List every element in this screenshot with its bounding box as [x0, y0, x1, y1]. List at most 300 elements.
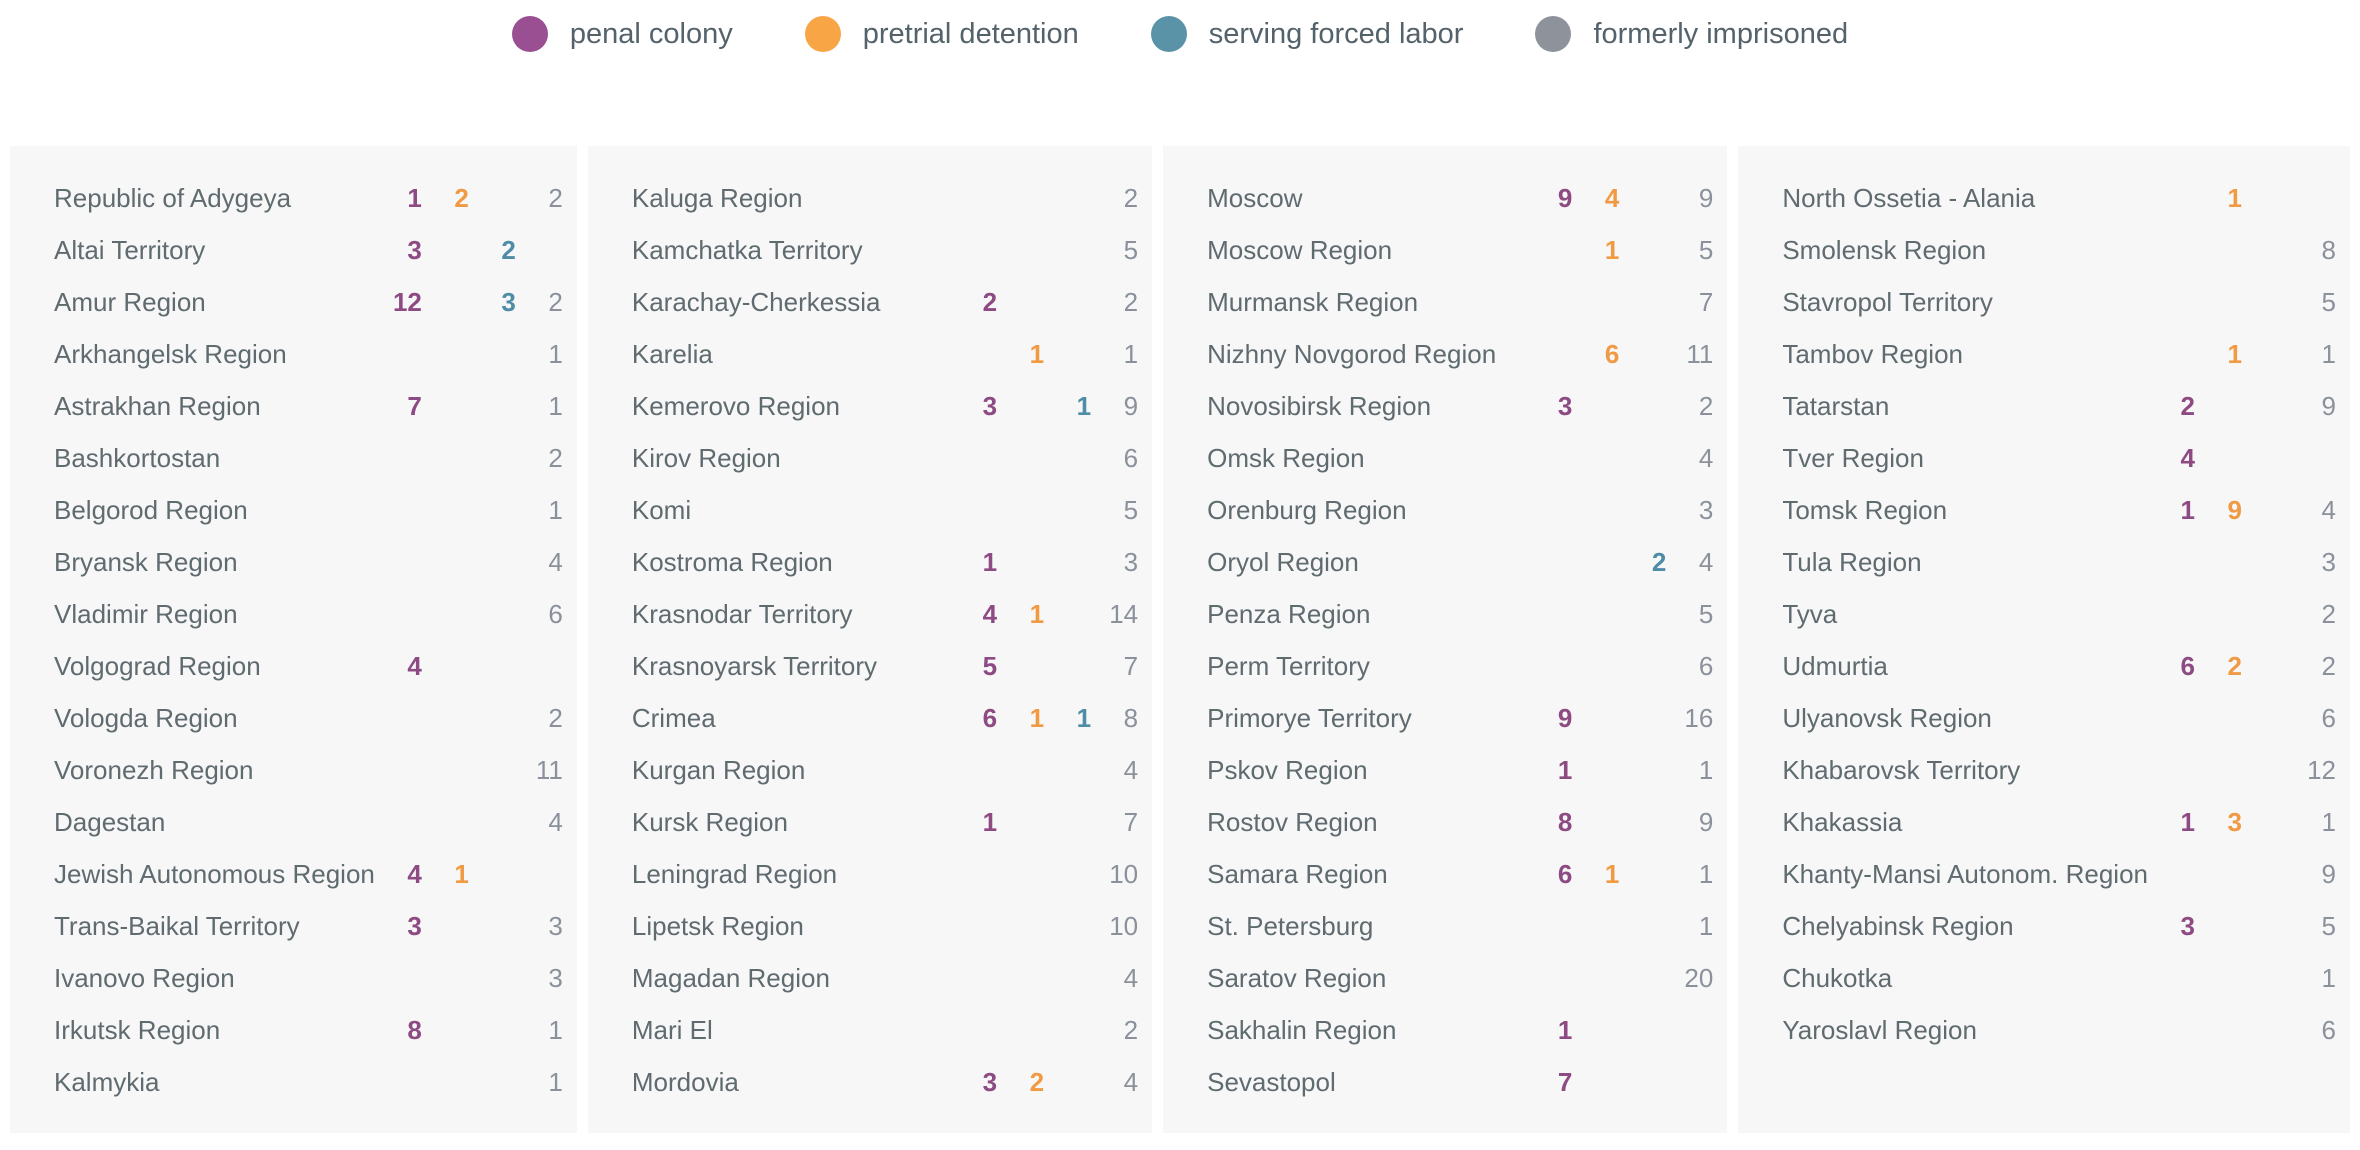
count-penal-colony	[1525, 495, 1572, 526]
region-name: Moscow	[1207, 182, 1303, 213]
count-pretrial-detention	[1572, 703, 1619, 734]
region-name: Sakhalin Region	[1207, 1014, 1397, 1045]
region-counts	[375, 547, 563, 578]
count-pretrial-detention: 9	[2227, 494, 2242, 525]
region-counts	[375, 755, 563, 786]
count-pretrial-detention	[1572, 1015, 1619, 1046]
region-name: Krasnoyarsk Territory	[631, 650, 878, 681]
count-pretrial-detention	[422, 703, 469, 734]
region-name: Voronezh Region	[54, 754, 254, 785]
region-row	[588, 900, 1152, 952]
count-serving-forced-labor	[1619, 287, 1666, 318]
count-penal-colony: 8	[1557, 806, 1573, 837]
count-pretrial-detention	[422, 911, 469, 942]
count-serving-forced-labor	[1619, 599, 1666, 630]
region-row	[588, 588, 1152, 640]
count-penal-colony	[375, 339, 422, 370]
count-formerly-imprisoned: 8	[1123, 702, 1139, 733]
count-formerly-imprisoned: 4	[1123, 962, 1139, 993]
region-counts	[2148, 339, 2336, 370]
region-row	[1738, 172, 2350, 224]
legend-label: serving forced labor	[1208, 17, 1464, 50]
count-pretrial-detention	[1572, 547, 1619, 578]
region-row	[1738, 796, 2350, 848]
count-pretrial-detention	[2195, 287, 2242, 318]
count-formerly-imprisoned: 1	[1698, 858, 1714, 889]
region-name: Ulyanovsk Region	[1782, 702, 1992, 733]
region-row	[588, 1004, 1152, 1056]
region-row	[1163, 900, 1727, 952]
count-pretrial-detention: 1	[1029, 598, 1045, 629]
region-counts	[2148, 703, 2336, 734]
count-formerly-imprisoned: 4	[2321, 494, 2336, 525]
region-counts	[375, 1015, 563, 1046]
count-serving-forced-labor	[469, 807, 516, 838]
count-pretrial-detention	[422, 495, 469, 526]
count-penal-colony: 3	[407, 234, 422, 265]
region-name: Kalmykia	[54, 1066, 160, 1097]
region-name: Krasnodar Territory	[631, 598, 853, 629]
count-penal-colony	[950, 911, 997, 942]
count-penal-colony: 4	[407, 858, 422, 889]
count-penal-colony	[1525, 963, 1572, 994]
count-pretrial-detention	[997, 391, 1044, 422]
region-counts	[950, 339, 1138, 370]
count-formerly-imprisoned: 1	[548, 494, 563, 525]
count-serving-forced-labor	[1619, 911, 1666, 942]
count-serving-forced-labor: 2	[1651, 546, 1667, 577]
region-counts	[375, 287, 563, 318]
region-counts	[375, 1067, 563, 1098]
count-pretrial-detention	[2195, 599, 2242, 630]
region-counts	[950, 807, 1138, 838]
region-name: Vladimir Region	[54, 598, 238, 629]
region-counts	[375, 235, 563, 266]
region-row	[10, 640, 577, 692]
region-row	[588, 796, 1152, 848]
count-formerly-imprisoned: 9	[1123, 390, 1139, 421]
region-counts	[950, 1067, 1138, 1098]
count-serving-forced-labor	[469, 443, 516, 474]
count-formerly-imprisoned: 1	[548, 1014, 563, 1045]
region-name: North Ossetia - Alania	[1782, 182, 2036, 213]
region-row	[10, 224, 577, 276]
count-serving-forced-labor	[1044, 287, 1091, 318]
count-formerly-imprisoned	[2289, 183, 2336, 214]
legend-item-penal-colony[interactable]	[512, 16, 733, 52]
region-row	[10, 536, 577, 588]
count-serving-forced-labor	[1044, 495, 1091, 526]
count-pretrial-detention	[2195, 1015, 2242, 1046]
count-penal-colony: 1	[2180, 806, 2195, 837]
count-formerly-imprisoned: 3	[548, 910, 563, 941]
count-serving-forced-labor	[2242, 495, 2289, 526]
count-serving-forced-labor	[1044, 859, 1091, 890]
region-name: Tula Region	[1782, 546, 1922, 577]
count-pretrial-detention: 2	[2227, 650, 2242, 681]
count-pretrial-detention	[997, 235, 1044, 266]
count-formerly-imprisoned: 2	[548, 182, 563, 213]
count-serving-forced-labor	[2242, 599, 2289, 630]
region-row	[1738, 588, 2350, 640]
count-penal-colony	[950, 339, 997, 370]
count-pretrial-detention	[997, 963, 1044, 994]
count-serving-forced-labor	[2242, 339, 2289, 370]
region-counts	[2148, 443, 2336, 474]
count-penal-colony: 12	[392, 286, 422, 317]
region-row	[588, 692, 1152, 744]
count-formerly-imprisoned	[516, 859, 563, 890]
count-pretrial-detention	[1572, 443, 1619, 474]
count-penal-colony	[1525, 911, 1572, 942]
count-formerly-imprisoned: 4	[1698, 546, 1714, 577]
count-pretrial-detention: 2	[454, 182, 469, 213]
count-formerly-imprisoned: 2	[1698, 390, 1714, 421]
count-penal-colony	[1525, 339, 1572, 370]
region-name: Dagestan	[54, 806, 166, 837]
count-formerly-imprisoned: 1	[1698, 910, 1714, 941]
count-penal-colony	[950, 859, 997, 890]
count-serving-forced-labor	[1619, 1015, 1666, 1046]
count-serving-forced-labor	[1044, 599, 1091, 630]
count-serving-forced-labor	[1619, 391, 1666, 422]
count-formerly-imprisoned: 1	[2321, 338, 2336, 369]
region-counts	[950, 391, 1138, 422]
region-counts	[375, 183, 563, 214]
count-formerly-imprisoned: 1	[1698, 754, 1714, 785]
region-name: Astrakhan Region	[54, 390, 261, 421]
count-serving-forced-labor	[1044, 963, 1091, 994]
region-counts	[950, 547, 1138, 578]
count-pretrial-detention	[1572, 391, 1619, 422]
region-name: Penza Region	[1207, 598, 1371, 629]
count-penal-colony: 7	[407, 390, 422, 421]
region-name: Karelia	[631, 338, 713, 369]
region-counts	[1525, 651, 1713, 682]
region-counts	[950, 911, 1138, 942]
count-pretrial-detention: 4	[1604, 182, 1620, 213]
region-name: Amur Region	[54, 286, 206, 317]
region-row	[1738, 224, 2350, 276]
region-row	[1163, 432, 1727, 484]
count-penal-colony: 4	[407, 650, 422, 681]
count-penal-colony: 5	[982, 650, 998, 681]
count-formerly-imprisoned: 16	[1684, 702, 1714, 733]
count-pretrial-detention	[997, 287, 1044, 318]
count-pretrial-detention	[2195, 755, 2242, 786]
region-row	[1163, 380, 1727, 432]
count-pretrial-detention	[2195, 703, 2242, 734]
count-pretrial-detention: 1	[1604, 234, 1620, 265]
count-penal-colony	[375, 703, 422, 734]
region-row	[10, 1056, 577, 1108]
count-formerly-imprisoned: 11	[535, 754, 563, 785]
count-pretrial-detention	[422, 339, 469, 370]
region-name: Oryol Region	[1207, 546, 1359, 577]
region-row	[1163, 640, 1727, 692]
count-penal-colony: 6	[1557, 858, 1573, 889]
region-row	[1163, 536, 1727, 588]
region-counts	[1525, 443, 1713, 474]
count-pretrial-detention	[997, 183, 1044, 214]
serving-forced-labor-dot-icon	[1151, 16, 1187, 52]
region-row	[10, 952, 577, 1004]
region-row	[588, 640, 1152, 692]
count-penal-colony	[2148, 703, 2195, 734]
count-formerly-imprisoned: 7	[1123, 806, 1139, 837]
region-name: Kostroma Region	[631, 546, 833, 577]
region-name: Mari El	[631, 1014, 713, 1045]
count-serving-forced-labor	[469, 599, 516, 630]
region-counts	[950, 599, 1138, 630]
region-name: Ivanovo Region	[54, 962, 235, 993]
count-serving-forced-labor	[1044, 1015, 1091, 1046]
region-counts	[1525, 963, 1713, 994]
count-formerly-imprisoned: 6	[2321, 1014, 2336, 1045]
region-name: Rostov Region	[1207, 806, 1378, 837]
region-row	[10, 900, 577, 952]
region-counts	[2148, 495, 2336, 526]
count-pretrial-detention	[422, 599, 469, 630]
count-serving-forced-labor	[469, 547, 516, 578]
count-pretrial-detention: 6	[1604, 338, 1620, 369]
legend-item-formerly-imprisoned[interactable]	[1535, 16, 1848, 52]
count-penal-colony: 3	[1557, 390, 1573, 421]
region-name: Tambov Region	[1782, 338, 1963, 369]
region-name: Primorye Territory	[1207, 702, 1412, 733]
count-formerly-imprisoned: 9	[1698, 182, 1714, 213]
region-name: Mordovia	[631, 1066, 739, 1097]
count-serving-forced-labor	[1619, 235, 1666, 266]
count-formerly-imprisoned: 10	[1109, 858, 1139, 889]
region-name: Lipetsk Region	[631, 910, 804, 941]
region-row	[1738, 484, 2350, 536]
count-formerly-imprisoned: 1	[548, 390, 563, 421]
count-pretrial-detention	[1572, 963, 1619, 994]
count-penal-colony	[375, 599, 422, 630]
region-counts	[1525, 859, 1713, 890]
region-name: Pskov Region	[1207, 754, 1368, 785]
count-formerly-imprisoned: 3	[1698, 494, 1714, 525]
region-column-1	[10, 146, 577, 1133]
count-pretrial-detention	[2195, 391, 2242, 422]
count-pretrial-detention	[2195, 963, 2242, 994]
count-serving-forced-labor	[2242, 547, 2289, 578]
region-row	[1738, 536, 2350, 588]
region-counts	[2148, 599, 2336, 630]
count-pretrial-detention	[422, 235, 469, 266]
count-pretrial-detention	[422, 287, 469, 318]
region-row	[1738, 432, 2350, 484]
region-name: Smolensk Region	[1782, 234, 1987, 265]
region-name: Khanty-Mansi Autonom. Region	[1782, 858, 2148, 889]
legend-item-serving-forced-labor[interactable]	[1151, 16, 1464, 52]
region-row	[10, 744, 577, 796]
count-formerly-imprisoned: 4	[1123, 1066, 1139, 1097]
count-penal-colony	[1525, 287, 1572, 318]
count-penal-colony: 7	[1557, 1066, 1573, 1097]
count-formerly-imprisoned: 3	[1123, 546, 1139, 577]
region-row	[588, 172, 1152, 224]
count-serving-forced-labor	[2242, 755, 2289, 786]
region-name: Kaluga Region	[631, 182, 803, 213]
region-counts	[375, 859, 563, 890]
region-row	[588, 432, 1152, 484]
count-serving-forced-labor	[1619, 183, 1666, 214]
count-pretrial-detention	[997, 859, 1044, 890]
count-serving-forced-labor	[1044, 911, 1091, 942]
count-penal-colony	[375, 547, 422, 578]
count-formerly-imprisoned: 4	[1123, 754, 1139, 785]
count-penal-colony	[950, 183, 997, 214]
count-penal-colony	[2148, 339, 2195, 370]
region-row	[10, 328, 577, 380]
region-counts	[1525, 599, 1713, 630]
region-name: Perm Territory	[1207, 650, 1370, 681]
region-name: Irkutsk Region	[54, 1014, 221, 1045]
legend-label: formerly imprisoned	[1593, 17, 1849, 50]
count-formerly-imprisoned: 4	[548, 546, 563, 577]
count-penal-colony: 1	[1557, 1014, 1573, 1045]
count-penal-colony: 1	[982, 806, 998, 837]
region-row	[10, 484, 577, 536]
count-pretrial-detention	[422, 755, 469, 786]
region-counts	[2148, 963, 2336, 994]
count-pretrial-detention	[2195, 235, 2242, 266]
region-counts	[1525, 1067, 1713, 1098]
count-formerly-imprisoned: 14	[1109, 598, 1139, 629]
count-serving-forced-labor: 2	[501, 234, 516, 265]
region-counts	[950, 183, 1138, 214]
count-penal-colony: 3	[982, 1066, 998, 1097]
count-formerly-imprisoned: 9	[2321, 390, 2336, 421]
count-formerly-imprisoned: 2	[548, 442, 563, 473]
region-name: Tyva	[1782, 598, 1838, 629]
region-counts	[2148, 547, 2336, 578]
count-pretrial-detention	[1572, 599, 1619, 630]
count-serving-forced-labor	[469, 755, 516, 786]
region-name: Nizhny Novgorod Region	[1207, 338, 1497, 369]
count-serving-forced-labor	[2242, 651, 2289, 682]
count-pretrial-detention: 1	[1029, 702, 1045, 733]
count-pretrial-detention	[997, 495, 1044, 526]
region-row	[588, 1056, 1152, 1108]
region-name: Tver Region	[1782, 442, 1924, 473]
region-name: Volgograd Region	[54, 650, 261, 681]
region-name: Khakassia	[1782, 806, 1903, 837]
region-row	[1163, 484, 1727, 536]
region-row	[588, 484, 1152, 536]
count-formerly-imprisoned: 7	[1698, 286, 1714, 317]
formerly-imprisoned-dot-icon	[1535, 16, 1571, 52]
count-serving-forced-labor: 1	[1076, 390, 1092, 421]
region-counts	[2148, 287, 2336, 318]
region-counts	[950, 859, 1138, 890]
count-pretrial-detention	[997, 547, 1044, 578]
region-row	[1163, 848, 1727, 900]
count-formerly-imprisoned: 1	[1123, 338, 1139, 369]
count-pretrial-detention	[422, 807, 469, 838]
region-name: Saratov Region	[1207, 962, 1387, 993]
region-counts	[1525, 807, 1713, 838]
region-name: Kurgan Region	[631, 754, 806, 785]
count-penal-colony	[375, 495, 422, 526]
count-pretrial-detention	[2195, 911, 2242, 942]
count-penal-colony: 4	[982, 598, 998, 629]
region-row	[588, 224, 1152, 276]
count-serving-forced-labor	[1619, 963, 1666, 994]
legend-item-pretrial-detention[interactable]	[805, 16, 1079, 52]
count-penal-colony: 2	[982, 286, 998, 317]
region-counts	[950, 495, 1138, 526]
region-row	[10, 380, 577, 432]
region-row	[1163, 328, 1727, 380]
count-penal-colony	[1525, 443, 1572, 474]
count-pretrial-detention	[1572, 495, 1619, 526]
region-name: Jewish Autonomous Region	[54, 858, 375, 889]
count-penal-colony	[2148, 599, 2195, 630]
count-serving-forced-labor	[2242, 183, 2289, 214]
count-serving-forced-labor	[2242, 703, 2289, 734]
count-serving-forced-labor	[2242, 443, 2289, 474]
count-serving-forced-labor	[1044, 339, 1091, 370]
region-counts	[950, 287, 1138, 318]
region-row	[588, 848, 1152, 900]
count-formerly-imprisoned: 4	[548, 806, 563, 837]
count-pretrial-detention	[1572, 287, 1619, 318]
region-counts	[2148, 1015, 2336, 1046]
count-penal-colony	[950, 443, 997, 474]
count-serving-forced-labor	[1044, 1067, 1091, 1098]
region-name: Novosibirsk Region	[1207, 390, 1432, 421]
count-penal-colony	[375, 963, 422, 994]
region-name: Udmurtia	[1782, 650, 1888, 681]
count-serving-forced-labor	[2242, 963, 2289, 994]
region-row	[10, 432, 577, 484]
count-pretrial-detention	[997, 443, 1044, 474]
count-serving-forced-labor	[469, 495, 516, 526]
region-counts	[375, 703, 563, 734]
region-row	[588, 276, 1152, 328]
region-counts	[375, 599, 563, 630]
region-column-2	[588, 146, 1152, 1133]
region-name: Kirov Region	[631, 442, 781, 473]
count-serving-forced-labor	[1044, 547, 1091, 578]
count-pretrial-detention: 1	[1604, 858, 1620, 889]
count-penal-colony	[950, 755, 997, 786]
region-counts	[2148, 859, 2336, 890]
region-name: Chelyabinsk Region	[1782, 910, 2014, 941]
count-serving-forced-labor	[1044, 183, 1091, 214]
count-pretrial-detention	[1572, 755, 1619, 786]
count-formerly-imprisoned: 6	[2321, 702, 2336, 733]
region-name: Moscow Region	[1207, 234, 1393, 265]
region-counts	[950, 235, 1138, 266]
count-penal-colony	[2148, 859, 2195, 890]
region-counts	[950, 963, 1138, 994]
region-name: Altai Territory	[54, 234, 206, 265]
count-serving-forced-labor	[1619, 703, 1666, 734]
region-name: Belgorod Region	[54, 494, 248, 525]
count-serving-forced-labor: 1	[1076, 702, 1092, 733]
count-pretrial-detention: 1	[454, 858, 469, 889]
count-penal-colony	[2148, 755, 2195, 786]
region-counts	[2148, 235, 2336, 266]
count-formerly-imprisoned: 2	[2321, 598, 2336, 629]
count-penal-colony	[1525, 651, 1572, 682]
region-row	[1163, 744, 1727, 796]
count-penal-colony: 6	[982, 702, 998, 733]
